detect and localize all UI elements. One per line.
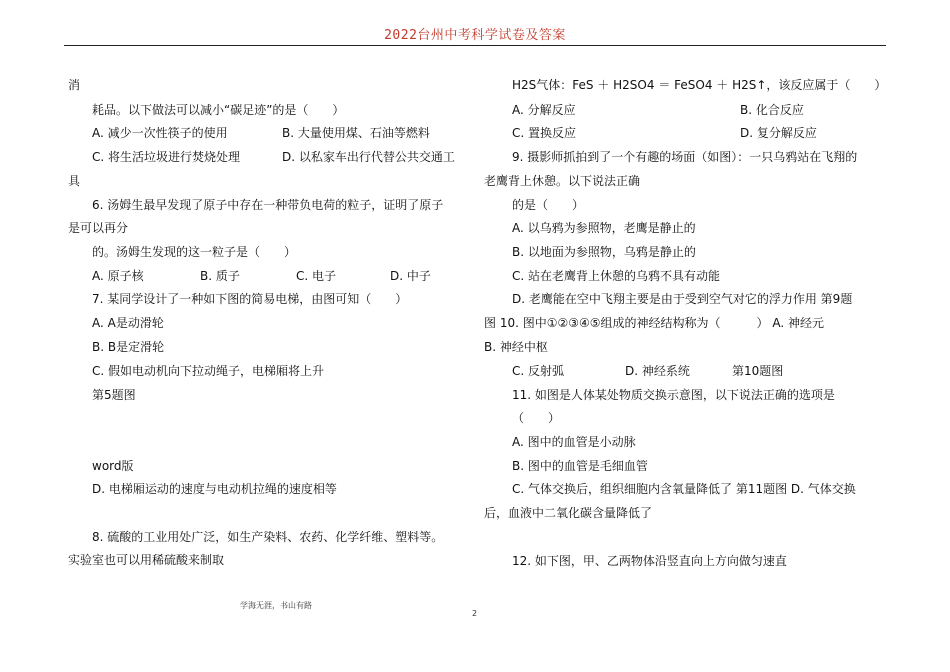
option-b: B. 大量使用煤、石油等燃料 xyxy=(282,126,430,140)
text-line: 是可以再分 xyxy=(68,221,129,235)
option-b: B. 以地面为参照物，乌鸦是静止的 xyxy=(512,245,696,259)
question-7: 7. 某同学设计了一种如下图的简易电梯，由图可知（ ） xyxy=(92,292,408,306)
option-c: C. 气体交换后，组织细胞内含氧量降低了 第11题图 D. 气体交换 xyxy=(512,482,856,496)
question-11: 11. 如图是人体某处物质交换示意图，以下说法正确的选项是 xyxy=(512,388,835,402)
option-b: B. 质子 xyxy=(200,269,240,283)
reaction-equation: H2S气体：FeS ＋ H2SO4 ＝ FeSO4 ＋ H2S↑，该反应属于（ ） xyxy=(512,78,887,92)
text-line: 的是（ ） xyxy=(512,198,585,212)
text-line: 老鹰背上休憩。以下说法正确 xyxy=(484,174,641,188)
word-version-note: word版 xyxy=(92,459,134,473)
figure-caption: 第10题图 xyxy=(732,364,784,378)
option-a: A. 以乌鸦为参照物，老鹰是静止的 xyxy=(512,221,696,235)
question-12: 12. 如下图，甲、乙两物体沿竖直向上方向做匀速直 xyxy=(512,554,787,568)
question-6: 6. 汤姆生最早发现了原子中存在一种带负电荷的粒子，证明了原子 xyxy=(92,198,444,212)
text-line: 耗品。以下做法可以减小“碳足迹”的是（ ） xyxy=(92,103,345,117)
option-d: D. 神经系统 xyxy=(625,364,690,378)
question-8: 8. 硫酸的工业用处广泛，如生产染料、农药、化学纤维、塑料等。 xyxy=(92,530,444,544)
question-10: 图 10. 图中①②③④⑤组成的神经结构称为（ ） A. 神经元 xyxy=(484,316,824,330)
option-c: C. 假如电动机向下拉动绳子，电梯厢将上升 xyxy=(92,364,325,378)
page-header-title: 2022台州中考科学试卷及答案 xyxy=(384,28,566,43)
option-d: D. 以私家车出行代替公共交通工 xyxy=(282,150,455,164)
option-b: B. 图中的血管是毛细血管 xyxy=(512,459,648,473)
option-d: D. 电梯厢运动的速度与电动机拉绳的速度相等 xyxy=(92,482,337,496)
option-a: A. A是动滑轮 xyxy=(92,316,164,330)
option-b: B. 化合反应 xyxy=(740,103,804,117)
figure-caption: 第5题图 xyxy=(92,388,136,402)
option-a: A. 减少一次性筷子的使用 xyxy=(92,126,228,140)
option-a: A. 原子核 xyxy=(92,269,144,283)
text-line: （ ） xyxy=(512,411,561,425)
page-number: 2 xyxy=(472,609,478,618)
option-c: C. 站在老鹰背上休憩的乌鸦不具有动能 xyxy=(512,269,721,283)
text-line: 的。汤姆生发现的这一粒子是（ ） xyxy=(92,245,297,259)
header-rule xyxy=(64,45,886,46)
text-line: 后，血液中二氧化碳含量降低了 xyxy=(484,506,653,520)
option-c: C. 将生活垃圾进行焚烧处理 xyxy=(92,150,241,164)
text-line: 实验室也可以用稀硫酸来制取 xyxy=(68,553,225,567)
question-9: 9. 摄影师抓拍到了一个有趣的场面（如图）：一只乌鸦站在飞翔的 xyxy=(512,150,858,164)
text-line: 消 xyxy=(68,78,81,92)
option-c: C. 置换反应 xyxy=(512,126,577,140)
option-d: D. 复分解反应 xyxy=(740,126,817,140)
option-a: A. 图中的血管是小动脉 xyxy=(512,435,636,449)
option-c: C. 电子 xyxy=(296,269,337,283)
option-b: B. B是定滑轮 xyxy=(92,340,165,354)
option-a: A. 分解反应 xyxy=(512,103,576,117)
text-line: 具 xyxy=(68,174,81,188)
option-d: D. 中子 xyxy=(390,269,431,283)
option-c: C. 反射弧 xyxy=(512,364,565,378)
option-d: D. 老鹰能在空中飞翔主要是由于受到空气对它的浮力作用 第9题 xyxy=(512,292,853,306)
option-b: B. 神经中枢 xyxy=(484,340,548,354)
footer-motto: 学海无涯，书山有路 xyxy=(240,601,312,610)
